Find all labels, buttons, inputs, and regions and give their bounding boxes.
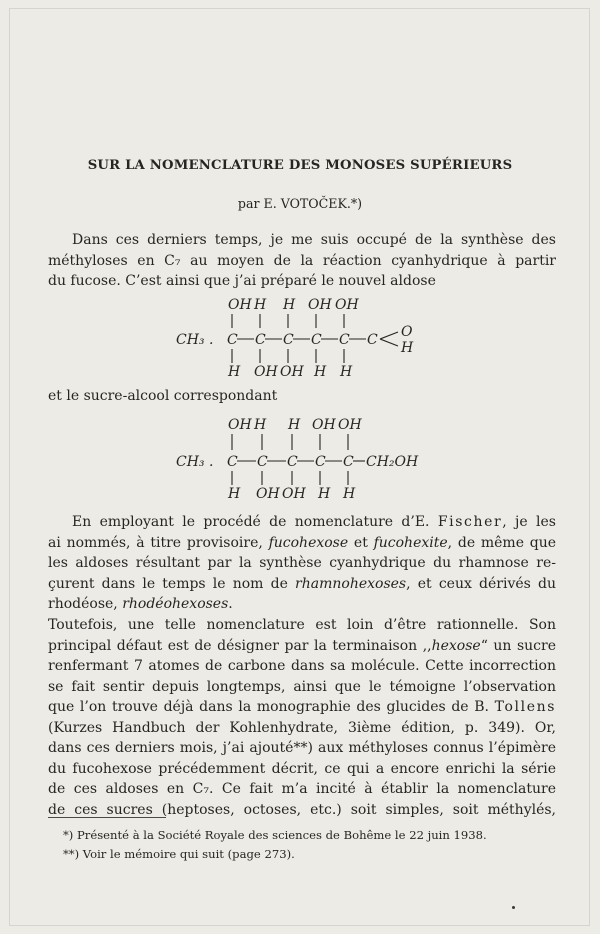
text-line: [48, 533, 556, 554]
substituent-top: OH: [312, 417, 336, 433]
text-run: , de même que: [447, 534, 557, 551]
formula-left-group: CH₃ .: [176, 454, 214, 470]
footnote-2: **) Voir le mémoire qui suit (page 273).: [63, 846, 295, 861]
term-fucohexose: fucohexose: [268, 534, 349, 551]
term-fucohexite: fucohexite: [373, 534, 448, 551]
author-line: par E. VOTOČEK.*): [237, 196, 363, 211]
substituent-top: OH: [335, 297, 359, 313]
substituent-bottom: OH: [254, 364, 278, 380]
substituent-bottom: H: [343, 486, 356, 502]
text-line: (Kurzes Handbuch der Kohlenhydrate, 3ième édition, p. 349). Or,: [48, 719, 556, 736]
text-line: [48, 636, 556, 657]
aldehyde-hydrogen: H: [401, 340, 414, 356]
footnote-divider: [48, 817, 166, 818]
article-title: SUR LA NOMENCLATURE DES MONOSES SUPÉRIEURS: [87, 158, 513, 173]
text-line: Toutefois, une telle nomenclature est loin d’être rationnelle. Son: [48, 617, 556, 633]
substituent-top: H: [283, 297, 296, 313]
text-line: dans ces derniers mois, j’ai ajouté**) aux méthyloses connus l’épimère: [48, 740, 556, 756]
substituent-top: H: [254, 297, 267, 313]
carbon-atom: C: [257, 454, 268, 470]
paragraph-fischer: [48, 512, 556, 615]
text-line: [48, 594, 556, 615]
speck-mark: [512, 906, 515, 909]
text-run: En employant le procédé de nomenclature d’E.: [72, 514, 438, 530]
text-line: méthyloses en C₇ au moyen de la réaction cyanhydrique à partir: [48, 252, 556, 269]
substituent-top: H: [254, 417, 267, 433]
carbon-atom: C: [311, 332, 322, 348]
text-line: [48, 574, 556, 595]
aldehyde-oxygen: O: [401, 324, 413, 340]
paragraph-intro: [48, 230, 556, 292]
text-run: et: [348, 534, 374, 551]
paragraph-toutefois: [48, 615, 556, 820]
formula-left-group: CH₃ .: [176, 332, 214, 348]
text-run: principal défaut est de désigner par la terminaison ,,: [48, 637, 432, 654]
paragraph-between: [48, 386, 556, 407]
substituent-bottom: H: [228, 486, 241, 502]
text-line: se fait sentir depuis longtemps, ainsi que le témoigne l’observation: [48, 678, 556, 695]
substituent-top: OH: [228, 297, 252, 313]
text-line: Dans ces derniers temps, je me suis occupé de la synthèse des: [72, 232, 556, 248]
text-line: du fucose. C’est ainsi que j’ai préparé le nouvel aldose: [48, 273, 436, 289]
text-line: et le sucre-alcool correspondant: [48, 388, 278, 404]
sugar-alcohol-structural-formula: [170, 414, 450, 504]
aldose-structural-formula: [170, 294, 440, 380]
substituent-bottom: H: [318, 486, 331, 502]
carbon-atom: C: [339, 332, 350, 348]
text-run: , et ceux dérivés du: [406, 575, 556, 592]
term-rhamnohexoses: rhamnohexoses: [295, 575, 407, 592]
author-name-tollens: Tollens: [494, 699, 556, 715]
author-name-fischer: Fischer: [437, 514, 503, 530]
text-line: les aldoses résultant par la synthèse cyanhydrique du rhamnose re-: [48, 555, 556, 571]
carbon-atom: C: [283, 332, 294, 348]
substituent-top: OH: [228, 417, 252, 433]
text-run: que l’on trouve déjà dans la monographie des glucides de B.: [48, 699, 495, 715]
text-run: “ un sucre: [480, 637, 556, 654]
carbon-atom: C: [315, 454, 326, 470]
formula-end-group: CH₂OH: [366, 454, 419, 470]
substituent-top: H: [288, 417, 301, 433]
text-run: rhodéose,: [48, 596, 123, 612]
substituent-bottom: H: [314, 364, 327, 380]
substituent-bottom: H: [340, 364, 353, 380]
substituent-bottom: OH: [280, 364, 304, 380]
text-run: ai nommés, à titre provisoire,: [48, 534, 269, 551]
carbon-atom: C: [367, 332, 378, 348]
carbon-atom: C: [227, 332, 238, 348]
carbon-atom: C: [343, 454, 354, 470]
substituent-bottom: OH: [282, 486, 306, 502]
carbon-atom: C: [255, 332, 266, 348]
text-run: çurent dans le temps le nom de: [48, 575, 296, 592]
substituent-bottom: OH: [256, 486, 280, 502]
footnotes: [63, 826, 553, 863]
text-line: du fucohexose précédemment décrit, ce qui a encore enrichi la série: [48, 760, 556, 777]
carbon-atom: C: [227, 454, 238, 470]
substituent-top: OH: [338, 417, 362, 433]
substituent-top: OH: [308, 297, 332, 313]
text-line: de ces aldoses en C₇. Ce fait m’a incité à établir la nomenclature: [48, 781, 556, 797]
text-run: .: [228, 596, 233, 612]
text-line: [48, 697, 556, 718]
text-line: renfermant 7 atomes de carbone dans sa molécule. Cette incorrection: [48, 658, 556, 674]
text-line: [48, 512, 556, 533]
term-rhodeohexoses: rhodéohexoses: [122, 596, 229, 612]
substituent-bottom: H: [228, 364, 241, 380]
text-line: de ces sucres (heptoses, octoses, etc.) soit simples, soit méthylés,: [48, 801, 556, 818]
carbon-atom: C: [287, 454, 298, 470]
footnote-1: *) Présenté à la Société Royale des sciences de Bohême le 22 juin 1938.: [63, 828, 487, 842]
text-run: , je les: [502, 514, 556, 530]
term-hexose: hexose: [431, 637, 481, 654]
